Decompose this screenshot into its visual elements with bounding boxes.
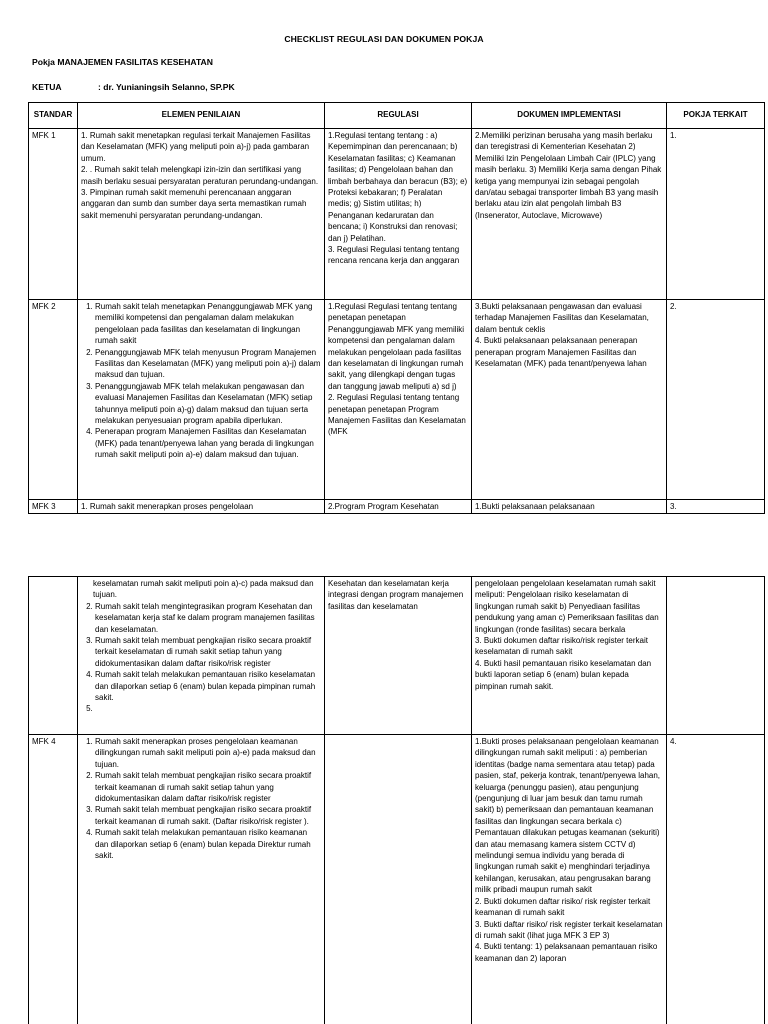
elemen-item: 3. Rumah sakit telah membuat pengkajian risiko secara proaktif terkait keamanan di rumah sakit. (Daftar risiko/risk register ). <box>95 804 321 827</box>
standar-cell: MFK 3 <box>29 500 78 514</box>
regulasi-cell <box>325 735 472 1024</box>
header-regulasi: REGULASI <box>325 103 472 129</box>
regulasi-cell: Kesehatan dan keselamatan kerja integrasi dengan program manajemen fasilitas dan keselamatan <box>325 577 472 735</box>
standar-cell <box>29 577 78 735</box>
table-row <box>29 129 765 300</box>
dokumen-cell <box>472 300 667 500</box>
elemen-list <box>81 601 321 715</box>
checklist-table <box>28 102 765 514</box>
elemen-continuation: keselamatan rumah sakit meliputi poin a)-c) pada maksud dan tujuan. <box>93 579 314 600</box>
elemen-item: 1. Rumah sakit menetapkan regulasi terkait Manajemen Fasilitas dan Keselamatan (MFK) yang meliputi poin a)-j) pada gambaran umum. <box>81 131 311 163</box>
regulasi-cell <box>325 129 472 300</box>
dokumen-item: 1.Bukti proses pelaksanaan pengelolaan keamanan dilingkungan rumah sakit meliputi : a) pemberian identitas (badge nama sementara atau tetap) pada pasien, staf, pekerja kontrak, tenant/penyewa lahan, keluarga (penunggu pasien), atau pengunjung (pengunjung di luar jam besuk dan tamu rumah sakit) b) pemeriksaan dan pemantauan keamanan fasilitas dan lingkungan secara berkala c) Pemantauan dilakukan petugas keamanan (sekuriti) dan atau memasang kamera sistem CCTV d) melindungi semua individu yang berada di lingkungan rumah sakit e) menghindari terjadinya kehilangan, kerusakan, atau pengrusakan barang milik pribadi maupun rumah sakit <box>475 737 661 895</box>
dokumen-item: 4. Bukti hasil pemantauan risiko keselamatan dan bukti laporan setiap 6 (enam) bulan kepada pimpinan rumah sakit. <box>475 658 652 691</box>
checklist-table-continued <box>28 576 765 1024</box>
elemen-cell <box>78 577 325 735</box>
dokumen-item: 4. Bukti tentang: 1) pelaksanaan pemantauan risiko keamanan dan 2) laporan <box>475 942 658 963</box>
regulasi-item: 2. Regulasi Regulasi tentang tentang penetapan penetapan Program Manajemen Fasilitas dan Keselamatan (MFK <box>328 393 466 437</box>
header-elemen: ELEMEN PENILAIAN <box>78 103 325 129</box>
standar-cell: MFK 4 <box>29 735 78 1024</box>
regulasi-item: 1.Regulasi Regulasi tentang tentang penetapan penetapan Penanggungjawab MFK yang memiliki kompetensi dan pengalaman dalam melakukan pengelolaan pada fasilitas dan keselamatan di lingkungan rumah sakit, yang dilengkapi dengan tugas dan tanggung jawab meliputi a) sd j) <box>328 302 465 391</box>
dokumen-cell <box>472 577 667 735</box>
table-row <box>29 577 765 735</box>
page-gap <box>0 520 768 576</box>
dokumen-item: 3.Bukti pelaksanaan pengawasan dan evaluasi terhadap Manajemen Fasilitas dan Keselamatan, dalam bentuk ceklis <box>475 302 649 334</box>
elemen-item: 1. Rumah sakit menerapkan proses pengelolaan keamanan dilingkungan rumah sakit meliputi poin a)-e) pada maksud dan tujuan. <box>95 736 321 770</box>
dokumen-item: 4. Bukti pelaksanaan pelaksanaan penerapan penerapan program Manajemen Fasilitas dan Keselamatan (MFK) pada tenant/penyewa lahan <box>475 336 647 369</box>
table-row <box>29 500 765 514</box>
header-dokumen: DOKUMEN IMPLEMENTASI <box>472 103 667 129</box>
elemen-cell <box>78 129 325 300</box>
dokumen-item: 2. Bukti dokumen daftar risiko/ risk register terkait keamanan di rumah sakit <box>475 896 651 918</box>
table-row <box>29 300 765 500</box>
dokumen-item: pengelolaan pengelolaan keselamatan rumah sakit meliputi: Pengelolaan risiko keselamatan di lingkungan rumah sakit b) Penyediaan fasilitas pendukung yang aman c) Pemeriksaan fasilitas dan lingkungan (ronde fasilitas) secara berkala <box>475 579 659 634</box>
pokja-cell: 3. <box>667 500 765 514</box>
header-pokja: POKJA TERKAIT <box>667 103 765 129</box>
elemen-item: 2. Rumah sakit telah membuat pengkajian risiko secara proaktif terkait keamanan di rumah sakit setiap tahun yang didokumentasikan dalam daftar risiko/risk register <box>95 770 321 804</box>
regulasi-item: 3. Regulasi Regulasi tentang tentang rencana rencana kerja dan anggaran <box>328 245 460 266</box>
dokumen-cell <box>472 129 667 300</box>
elemen-item: 4. Rumah sakit telah melakukan pemantauan risiko keselamatan dan dilaporkan setiap 6 (enam) bulan kepada pimpinan rumah sakit. <box>95 669 321 703</box>
standar-cell: MFK 1 <box>29 129 78 300</box>
elemen-item <box>95 703 321 714</box>
elemen-item: 4. Rumah sakit telah melakukan pemantauan risiko keamanan dan dilaporkan setiap 6 (enam) bulan kepada Direktur rumah sakit. <box>95 827 321 861</box>
dokumen-item: 2.Memiliki perizinan berusaha yang masih berlaku dan teregistrasi di Kementerian Kesehatan 2) Memiliki Izin Pengelolaan Limbah Cair (IPLC) yang masih berlaku. 3) Memiliki Kerja sama dengan Pihak ketiga yang mempunyai izin sebagai pengolah dan/atau sebagai transporter limbah B3 yang masih berlaku atau izin alat pengolah limbah B3 (Insenerator, Autoclave, Microwave) <box>475 131 662 220</box>
elemen-cell <box>78 735 325 1024</box>
regulasi-cell <box>325 300 472 500</box>
header-standar: STANDAR <box>29 103 78 129</box>
dokumen-cell: 1.Bukti pelaksanaan pelaksanaan <box>472 500 667 514</box>
dokumen-item: 3. Bukti dokumen daftar risiko/risk register terkait keselamatan di rumah sakit <box>475 636 648 657</box>
table-row <box>29 735 765 1024</box>
pokja-cell: 1. <box>667 129 765 300</box>
elemen-cell <box>78 300 325 500</box>
document-title: CHECKLIST REGULASI DAN DOKUMEN POKJA <box>284 34 484 44</box>
dokumen-item: 3. Bukti daftar risiko/ risk register terkait keselamatan di rumah sakit (lihat juga MFK 3 EP 3) <box>475 919 663 940</box>
elemen-item: 1. Rumah sakit telah menetapkan Penanggungjawab MFK yang memiliki kompetensi dan pengalaman dalam melakukan pengelolaan pada fasilitas dan keselamatan di lingkungan rumah sakit <box>95 301 321 347</box>
elemen-item: 2. . Rumah sakit telah melengkapi izin-izin dan sertifikasi yang masih berlaku sesuai persyaratan peraturan perundang-undangan. <box>81 165 319 186</box>
ketua-label: KETUA <box>32 82 62 92</box>
elemen-item: 3. Pimpinan rumah sakit memenuhi perencanaan anggaran anggaran dan sumb dan sumber daya serta memastikan rumah sakit memenuhi persyaratan perundang-undangan. <box>81 188 307 220</box>
pokja-cell: 4. <box>667 735 765 1024</box>
elemen-list <box>81 736 321 861</box>
standar-cell: MFK 2 <box>29 300 78 500</box>
elemen-item: 4. Penerapan program Manajemen Fasilitas dan Keselamatan (MFK) pada tenant/penyewa lahan yang berada di lingkungan rumah sakit meliputi poin a)-e) dalam maksud dan tujuan. <box>95 426 321 460</box>
elemen-item: 3. Penanggungjawab MFK telah melakukan pengawasan dan evaluasi Manajemen Fasilitas dan Keselamatan (MFK) setiap tahunnya meliputi poin a)-g) dalam maksud dan tujuan serta melakukan penyesuaian program apabila diperlukan. <box>95 381 321 427</box>
pokja-cell <box>667 577 765 735</box>
document-page-2 <box>0 576 768 1024</box>
elemen-list <box>81 301 321 461</box>
dokumen-cell <box>472 735 667 1024</box>
elemen-cell: 1. Rumah sakit menerapkan proses pengelolaan <box>78 500 325 514</box>
table-header-row <box>29 103 765 129</box>
regulasi-item: 1.Regulasi tentang tentang : a) Kepemimpinan dan perencanaan; b) Keselamatan fasilitas; c) Keamanan fasilitas; d) Pengelolaan bahan dan limbah berbahaya dan beracun (B3); e) Proteksi kebakaran; f) Peralatan medis; g) Sistim utilitas; h) Penanganan kedaruratan dan bencana; i) Konstruksi dan renovasi; dan j) Pelatihan. <box>328 131 468 243</box>
pokja-title: Pokja MANAJEMEN FASILITAS KESEHATAN <box>32 57 213 67</box>
elemen-item: 2. Penanggungjawab MFK telah menyusun Program Manajemen Fasilitas dan Keselamatan (MFK) yang meliputi poin a)-j) dalam maksud dan tujuan. <box>95 347 321 381</box>
regulasi-cell: 2.Program Program Kesehatan <box>325 500 472 514</box>
elemen-item: 2. Rumah sakit telah mengintegrasikan program Kesehatan dan keselamatan kerja staf ke dalam program manajemen fasilitas dan keselamatan. <box>95 601 321 635</box>
elemen-item: 3. Rumah sakit telah membuat pengkajian risiko secara proaktif terkait keselamatan di rumah sakit setiap tahun yang didokumentasikan dalam daftar risiko/risk register <box>95 635 321 669</box>
ketua-value: : dr. Yunianingsih Selanno, SP.PK <box>98 82 235 92</box>
pokja-cell: 2. <box>667 300 765 500</box>
